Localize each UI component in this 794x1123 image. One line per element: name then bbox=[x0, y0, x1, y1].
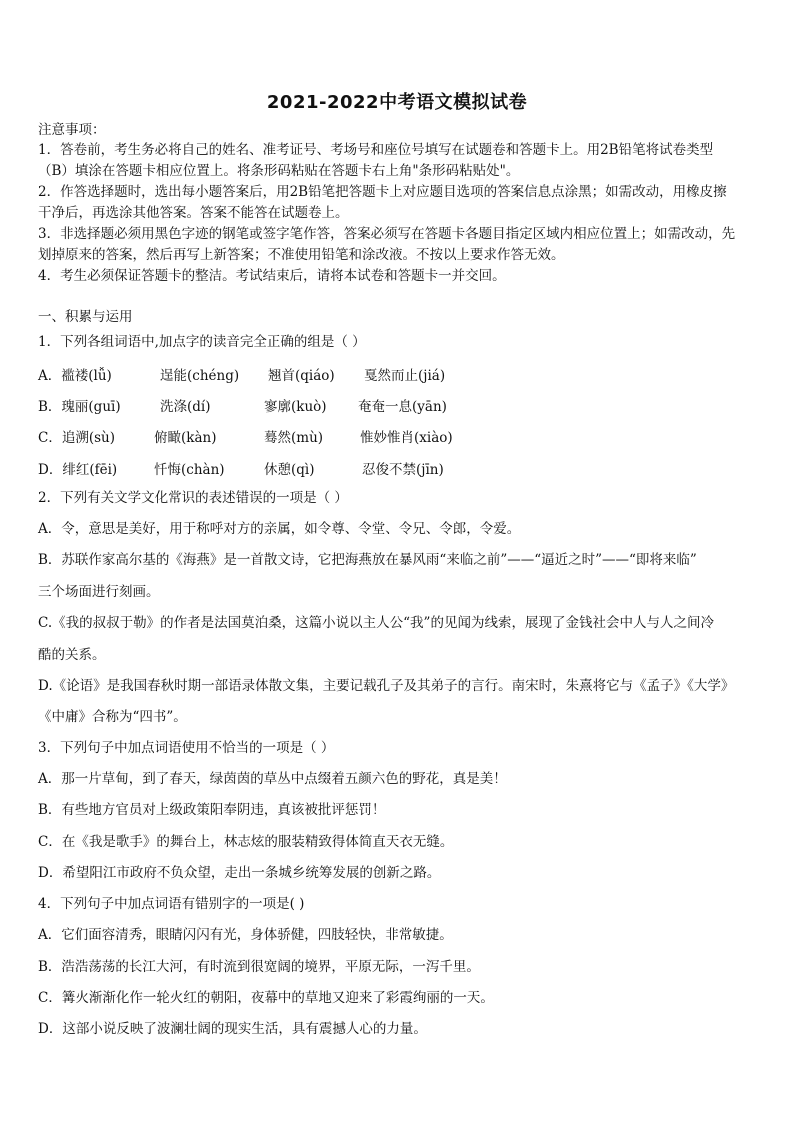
question-4-line: B．浩浩荡荡的长江大河，有时流到很宽阔的境界，平原无际，一泻千里。 bbox=[38, 959, 480, 975]
notice-line: （B）填涂在答题卡相应位置上。将条形码粘贴在答题卡右上角"条形码粘贴处"。 bbox=[38, 163, 520, 179]
section-heading: 一、积累与运用 bbox=[38, 309, 133, 325]
option-c-word-2: 俯瞰(kàn) bbox=[154, 430, 217, 446]
question-4-line: D．这部小说反映了波澜壮阔的现实生活，具有震撼人心的力量。 bbox=[38, 1021, 427, 1037]
question-4-line: C．篝火渐渐化作一轮火红的朝阳，夜幕中的草地又迎来了彩霞绚丽的一天。 bbox=[38, 990, 494, 1006]
question-2-line: A．令，意思是美好，用于称呼对方的亲属，如令尊、令堂、令兄、令郎，令爱。 bbox=[38, 521, 521, 537]
question-1-stem: 1．下列各组词语中,加点字的读音完全正确的组是（ ） bbox=[38, 334, 366, 350]
option-c-word-3: 蓦然(mù) bbox=[264, 430, 324, 446]
notice-line: 1．答卷前，考生务必将自己的姓名、准考证号、考场号和座位号填写在试题卷和答题卡上。用2B铅笔将试卷类型 bbox=[38, 142, 714, 158]
option-b-word-2: 洗涤(dí) bbox=[160, 399, 211, 415]
notice-line: 干净后，再选涂其他答案。答案不能答在试题卷上。 bbox=[38, 205, 349, 221]
question-2-line: 三个场面进行刻画。 bbox=[38, 584, 160, 600]
option-b-word-3: 寥廓(kuò) bbox=[264, 399, 327, 415]
question-3-stem: 3．下列句子中加点词语使用不恰当的一项是（ ） bbox=[38, 740, 335, 756]
question-3-line: B．有些地方官员对上级政策阳奉阴违，真该被批评惩罚！ bbox=[38, 802, 386, 818]
option-a-word-2: 逞能(chéng) bbox=[160, 368, 240, 384]
option-b-word-4: 奄奄一息(yān) bbox=[358, 399, 447, 415]
option-d-word-2: 忏悔(chàn) bbox=[154, 462, 225, 478]
exam-title: 2021-2022中考语文模拟试卷 bbox=[266, 92, 528, 113]
question-3-line: A．那一片草甸，到了春天，绿茵茵的草丛中点缀着五颜六色的野花，真是美！ bbox=[38, 771, 507, 787]
notice-line: 划掉原来的答案，然后再写上新答案；不准使用铅笔和涂改液。不按以上要求作答无效。 bbox=[38, 247, 565, 263]
option-c-word-4: 惟妙惟肖(xiào) bbox=[360, 430, 453, 446]
question-3-line: C．在《我是歌手》的舞台上，林志炫的服装精致得体简直天衣无缝。 bbox=[38, 834, 454, 850]
option-d-word-3: 休憩(qì) bbox=[264, 462, 315, 478]
notice-line: 2．作答选择题时，选出每小题答案后，用2B铅笔把答题卡上对应题目选项的答案信息点涂黑；如需改动，用橡皮擦 bbox=[38, 184, 727, 200]
question-2-line: 《中庸》合称为“四书”。 bbox=[38, 709, 187, 725]
notice-line: 4．考生必须保证答题卡的整洁。考试结束后，请将本试卷和答题卡一并交回。 bbox=[38, 268, 506, 284]
question-3-line: D．希望阳江市政府不负众望，走出一条城乡统筹发展的创新之路。 bbox=[38, 865, 441, 881]
question-4-line: A．它们面容清秀，眼睛闪闪有光，身体骄健，四肢轻快，非常敏捷。 bbox=[38, 927, 453, 943]
question-2-line: D.《论语》是我国春秋时期一部语录体散文集，主要记载孔子及其弟子的言行。南宋时，朱熹将它与《孟子》《大学》 bbox=[38, 678, 735, 694]
question-2-line: B．苏联作家高尔基的《海燕》是一首散文诗，它把海燕放在暴风雨“来临之前”——“逼近之时”——“即将来临” bbox=[38, 552, 697, 568]
question-2-line: 酷的关系。 bbox=[38, 647, 106, 663]
option-a-word-3: 翘首(qiáo) bbox=[268, 368, 335, 384]
question-2-line: C.《我的叔叔于勒》的作者是法国莫泊桑，这篇小说以主人公“我”的见闻为线索，展现了金钱社会中人与人之间冷 bbox=[38, 615, 714, 631]
notice-line: 3．非选择题必须用黑色字迹的钢笔或签字笔作答，答案必须写在答题卡各题目指定区域内相应位置上；如需改动，先 bbox=[38, 226, 736, 242]
option-a-word-1: A．褴褛(lǚ) bbox=[38, 368, 112, 384]
option-d-word-1: D．绯红(fēi) bbox=[38, 462, 118, 478]
question-4-stem: 4．下列句子中加点词语有错别字的一项是( ) bbox=[38, 896, 305, 912]
option-a-word-4: 戛然而止(jiá) bbox=[364, 368, 446, 384]
option-d-word-4: 忍俊不禁(jīn) bbox=[362, 462, 444, 478]
question-2-stem: 2．下列有关文学文化常识的表述错误的一项是（ ） bbox=[38, 490, 348, 506]
option-c-word-1: C．追溯(sù) bbox=[38, 430, 115, 446]
option-b-word-1: B．瑰丽(guī) bbox=[38, 399, 121, 415]
notice-heading: 注意事项： bbox=[38, 122, 106, 138]
